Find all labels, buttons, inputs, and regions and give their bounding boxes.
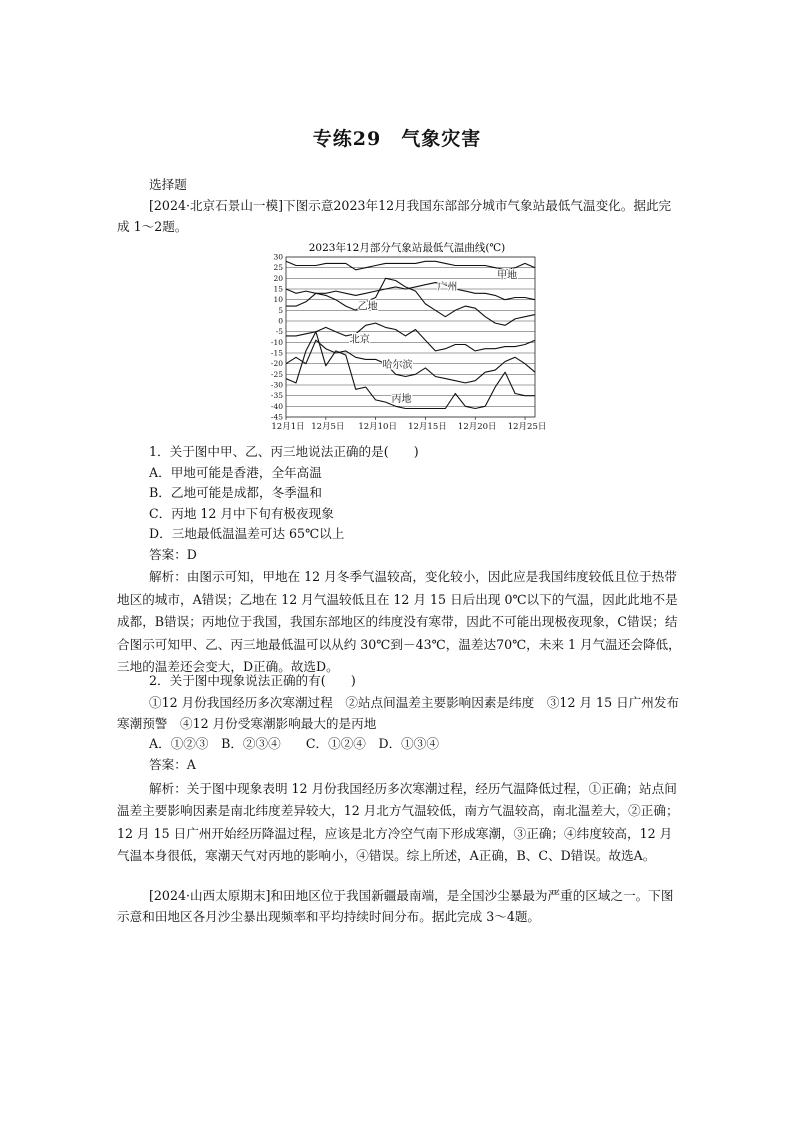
series-label: 哈尔滨 — [382, 359, 413, 371]
q2-stem: 2．关于图中现象说法正确的有( ) — [149, 673, 356, 688]
x-tick-label: 12月25日 — [507, 422, 547, 432]
y-tick-label: 30 — [273, 252, 283, 262]
intro-text-1: 下图示意2023年12月我国东部部分城市气象站最低气温变化。据此完成 1～2题。 — [117, 198, 672, 234]
q2-items: ①12 月份我国经历多次寒潮过程 ②站点间温差主要影响因素是纬度 ③12 月 15 日广州发布寒潮预警 ④12 月份受寒潮影响最大的是丙地 — [117, 695, 680, 731]
series-label: 乙地 — [357, 301, 378, 313]
y-tick-label: 10 — [273, 295, 283, 305]
y-tick-label: -40 — [270, 401, 283, 411]
q2-answer: 答案：A — [149, 756, 196, 772]
q2-options-block — [117, 734, 682, 775]
chart-title: 2023年12月部分气象站最低气温曲线(℃) — [308, 242, 506, 254]
series-line-广州 — [286, 283, 535, 300]
page-title: 专练29 气象灾害 — [312, 128, 482, 150]
series-label: 北京 — [349, 334, 370, 346]
q1-option-c: C．丙地 12 月中下旬有极夜现象 — [149, 505, 334, 521]
y-tick-label: 15 — [273, 284, 283, 294]
y-tick-label: -15 — [270, 348, 283, 358]
question-2 — [117, 671, 682, 692]
series-label: 丙地 — [391, 394, 412, 406]
series-line-乙地 — [286, 278, 535, 325]
x-tick-label: 12月10日 — [358, 422, 397, 432]
y-tick-label: -30 — [270, 380, 283, 390]
y-tick-label: 5 — [278, 305, 283, 315]
intro-paragraph-2 — [117, 885, 682, 927]
y-tick-label: -20 — [270, 359, 283, 369]
series-line-甲地 — [286, 261, 535, 270]
y-tick-label: 25 — [273, 263, 283, 273]
y-tick-label: -35 — [270, 391, 283, 401]
intro-source-2: [2024·山西太原期末] — [149, 888, 271, 903]
q1-option-a: A．甲地可能是香港，全年高温 — [149, 464, 322, 480]
y-tick-label: -45 — [270, 412, 283, 422]
x-tick-label: 12月5日 — [311, 422, 345, 432]
q2-options: A．①②③ B．②③④ C．①②④ D．①③④ — [149, 736, 439, 751]
intro-paragraph-1 — [117, 195, 682, 237]
chart-svg — [252, 238, 562, 434]
series-label: 甲地 — [497, 270, 518, 282]
q1-option-b: B．乙地可能是成都，冬季温和 — [149, 485, 322, 501]
series-label: 广州 — [437, 282, 458, 294]
question-1 — [117, 442, 682, 566]
intro-source-1: [2024·北京石景山一模] — [149, 198, 284, 213]
temperature-chart — [252, 238, 562, 434]
y-tick-label: 0 — [278, 316, 283, 326]
section-heading: 选择题 — [149, 177, 187, 192]
y-tick-label: -5 — [275, 327, 283, 337]
q1-stem: 1．关于图中甲、乙、丙三地说法正确的是( ) — [149, 444, 419, 459]
q1-option-d: D．三地最低温温差可达 65℃以上 — [149, 526, 345, 542]
y-tick-label: -25 — [270, 369, 283, 379]
x-tick-label: 12月15日 — [408, 422, 447, 432]
x-tick-label: 12月20日 — [457, 422, 497, 432]
y-tick-label: -10 — [270, 337, 283, 347]
y-tick-label: 20 — [273, 273, 283, 283]
x-tick-label: 12月1日 — [271, 422, 305, 432]
q1-answer: 答案：D — [149, 546, 197, 562]
intro-text-2: 和田地区位于我国新疆最南端，是全国沙尘暴最为严重的区域之一。下图示意和田地区各月沙尘暴出现频率和平均持续时间分布。据此完成 3～4题。 — [117, 888, 674, 924]
q2-analysis: 解析：关于图中现象表明 12 月份我国经历多次寒潮过程，经历气温降低过程，①正确；站点间温差主要影响因素是南北纬度差异较大，12 月北方气温较低，南方气温较高，南北温差大，②正确；12 月 15 日广州开始经历降温过程，应该是北方冷空气南下形成寒潮，③正确；④纬度较高，12 月气温本身很低，寒潮天气对丙地的影响小，④错误。综上所述，A正确，B、C、D错误。故选A。 — [117, 781, 679, 864]
q1-analysis: 解析：由图示可知，甲地在 12 月冬季气温较高，变化较小，因此应是我国纬度较低且位于热带地区的城市，A错误；乙地在 12 月气温较低且在 12 月 15 日后出现 0℃以下的气温，因此此地不是成都，B错误；丙地位于我国，我国东部地区的纬度没有寒带，因此不可能出现极夜现象，C错误；结合图示可知甲、乙、丙三地最低温可以从约 30℃到－43℃，温差达70℃，未来 1 月气温还会降低，三地的温差还会变大，D正确。故选D。 — [117, 569, 681, 675]
